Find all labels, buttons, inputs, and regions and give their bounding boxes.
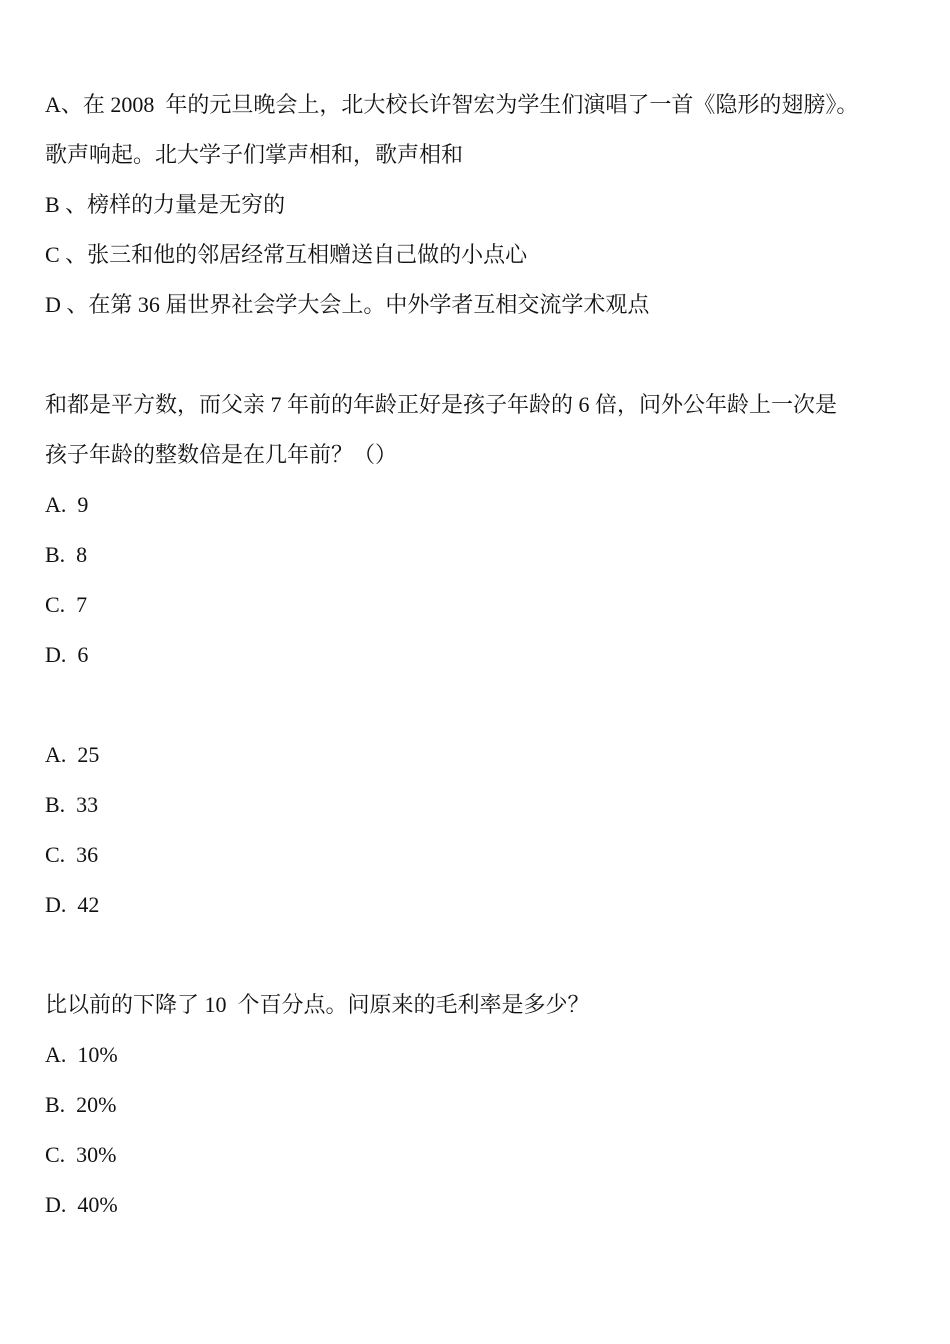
question-5-option-b: B. 8 xyxy=(45,542,88,567)
prev-option-a-line-2: 歌声响起。北大学子们掌声相和，歌声相和 xyxy=(45,142,464,167)
question-5-option-a: A. 9 xyxy=(45,492,89,517)
question-5-stem-first-line xyxy=(45,342,848,372)
question-6-stem-row xyxy=(45,693,386,723)
question-7-option-d: D. 40% xyxy=(45,1192,118,1217)
question-6-option-c: C. 36 xyxy=(45,842,99,867)
question-5-option-d: D. 6 xyxy=(45,642,89,667)
question-6-option-b: B. 33 xyxy=(45,792,99,817)
prev-option-a-line-1: A、在 2008 年的元旦晚会上，北大校长许智宏为学生们演唱了一首《隐形的翅膀》。 xyxy=(45,92,859,117)
question-6-option-d: D. 42 xyxy=(45,892,100,917)
question-7-option-b: B. 20% xyxy=(45,1092,117,1117)
question-5-stem-line-3: 孩子年龄的整数倍是在几年前？（） xyxy=(45,442,398,467)
question-5-option-c: C. 7 xyxy=(45,592,88,617)
question-7-option-a: A. 10% xyxy=(45,1042,118,1067)
prev-option-b: B 、榜样的力量是无穷的 xyxy=(45,192,286,217)
question-7-stem-first-line xyxy=(45,943,841,973)
prev-option-c: C 、张三和他的邻居经常互相赠送自己做的小点心 xyxy=(45,242,528,267)
question-7-option-c: C. 30% xyxy=(45,1142,117,1167)
question-7-stem-line-2: 比以前的下降了 10 个百分点。问原来的毛利率是多少？ xyxy=(45,992,590,1017)
question-6-option-a: A. 25 xyxy=(45,742,100,767)
prev-option-d: D 、在第 36 届世界社会学大会上。中外学者互相交流学术观点 xyxy=(45,292,650,317)
question-5-stem-line-2: 和都是平方数，而父亲 7 年前的年龄正好是孩子年龄的 6 倍，问外公年龄上一次是 xyxy=(45,392,838,417)
